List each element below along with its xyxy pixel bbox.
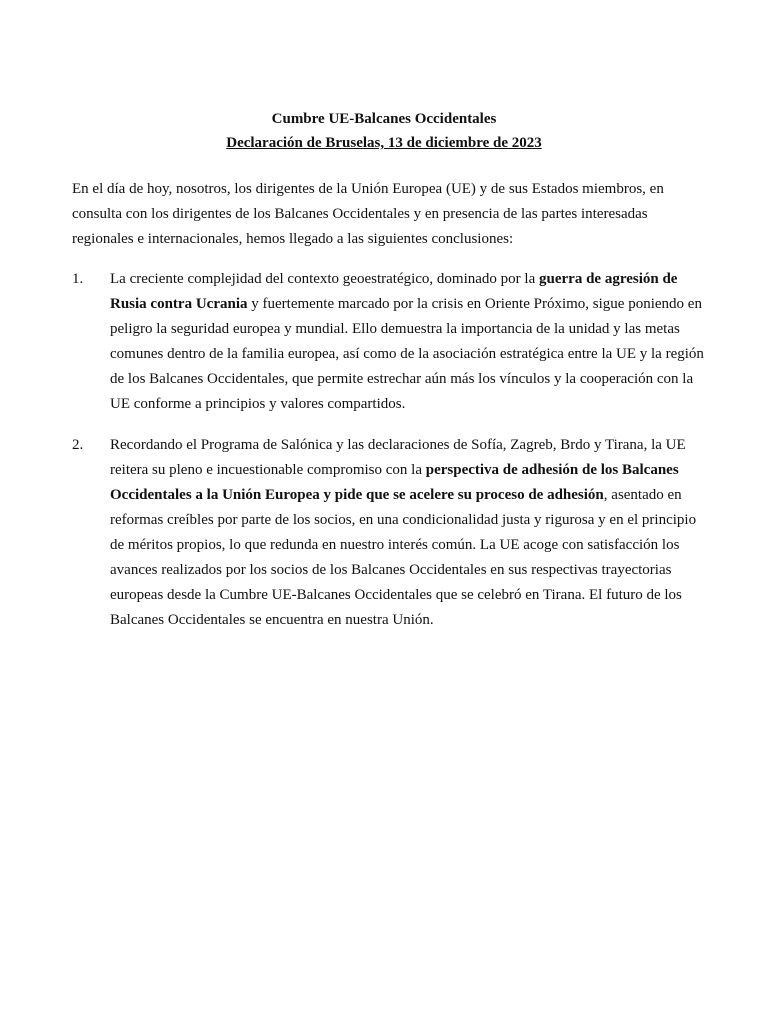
item-bold-text: perspectiva de adhesión de los Balcanes Occidentales a la Unión Europea y pide que se acelere su proceso de adhesión: [110, 462, 679, 503]
document-title: Cumbre UE-Balcanes Occidentales: [271, 111, 497, 127]
intro-paragraph: En el día de hoy, nosotros, los dirigentes de la Unión Europea (UE) y de sus Estados miembros, en consulta con los dirigentes de los Balcanes Occidentales y en presencia de las partes interesadas regionales e internacionales, hemos llegado a las siguientes conclusiones:: [72, 181, 664, 247]
item-number: 1.: [72, 271, 84, 287]
item-text-part: y fuertemente marcado por la crisis en Oriente Próximo, sigue poniendo en peligro la seguridad europea y mundial. Ello demuestra la importancia de la unidad y las metas comunes dentro de la familia europea, así como de la asociación estratégica entre la UE y la región de los Balcanes Occidentales, que permite estrechar aún más los vínculos y la cooperación con la UE conforme a principios y valores compartidos.: [110, 296, 704, 412]
item-text: [110, 433, 710, 633]
item-text-part: Recordando el Programa de Salónica y las declaraciones de Sofía, Zagreb, Brdo y Tirana, la UE reitera su pleno e incuestionable compromiso con la: [110, 437, 686, 478]
document-subtitle: Declaración de Bruselas, 13 de diciembre de 2023: [226, 135, 542, 151]
item-text-part: , asentado en reformas creíbles por parte de los socios, en una condicionalidad justa y rigurosa y en el principio de méritos propios, lo que redunda en nuestro interés común. La UE acoge con satisfacción los avances realizados por los socios de los Balcanes Occidentales en sus respectivas trayectorias europeas desde la Cumbre UE-Balcanes Occidentales que se celebró en Tirana. El futuro de los Balcanes Occidentales se encuentra en nuestra Unión.: [110, 487, 697, 628]
item-number: 2.: [72, 437, 84, 453]
item-text: [110, 267, 710, 417]
document-header: [72, 107, 696, 155]
item-bold-text: guerra de agresión de Rusia contra Ucrania: [110, 271, 678, 312]
item-text-part: La creciente complejidad del contexto geoestratégico, dominado por la: [110, 271, 539, 287]
